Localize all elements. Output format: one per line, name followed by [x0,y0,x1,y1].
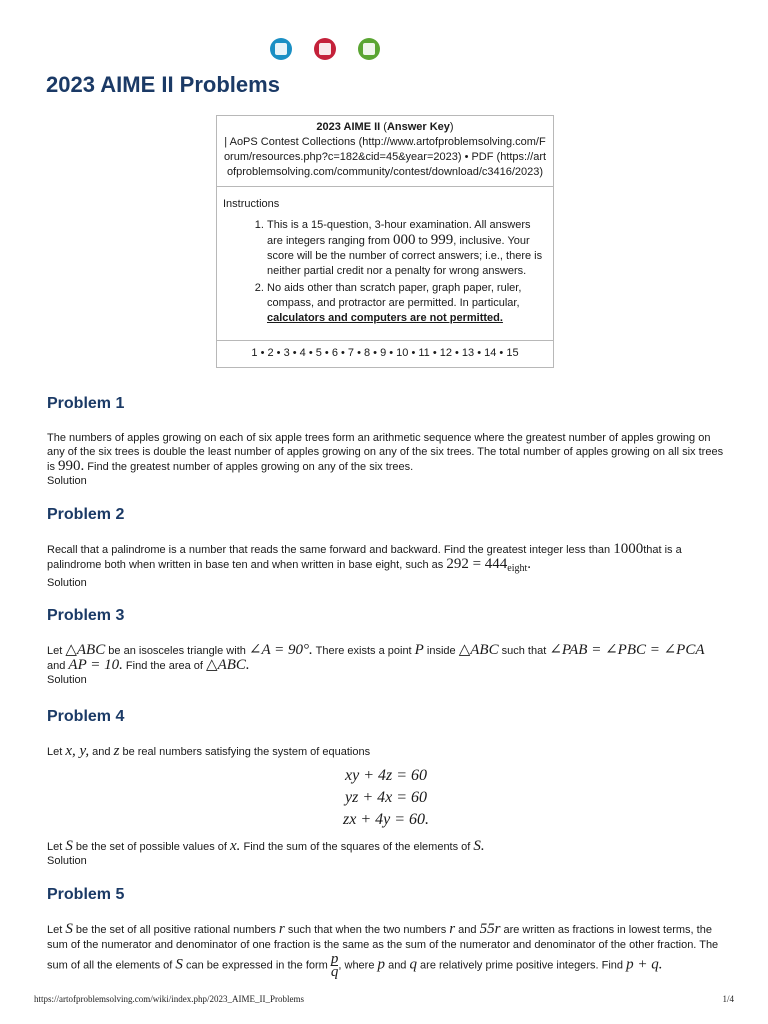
problem-2 [47,505,725,590]
green-grid-icon[interactable] [358,38,380,60]
fraction-p-over-q: $\frac{p}{q}$ [330,951,339,980]
problem-3 [47,606,725,687]
problem-1 [47,394,725,488]
problem-4-heading: Problem 4 [47,708,125,725]
solution-link[interactable]: Solution [47,475,87,487]
solution-link[interactable]: Solution [47,855,87,867]
blue-book-icon[interactable] [270,38,292,60]
problem-4-question: Let S be the set of possible values of x. Find the sum of the squares of the elements of S. [47,838,485,854]
problem-4-text: Let x, y, and z be real numbers satisfying the system of equations [47,743,371,759]
solution-link[interactable]: Solution [47,674,87,686]
problem-1-text: The numbers of apples growing on each of six apple trees form an arithmetic sequence where the greatest number of apples growing on any of the six trees is double the least number of apples growing on any of the six trees. The total number of apples growing on all six trees is 990. Find the greatest number of apples growing on any of the six trees. [47,432,724,474]
solution-link[interactable]: Solution [47,577,87,590]
print-footer [34,994,734,1004]
red-gem-icon[interactable] [314,38,336,60]
contest-infobox [216,115,554,368]
instruction-item: 1. This is a 15-question, 3-hour examination. All answers are integers ranging from 000 to 999, inclusive. Your score will be the number of correct answers; i.e., there is neither partial credit nor a penalty for wrong answers. [267,218,547,279]
problem-5-text: Let S be the set of all positive rational numbers r such that when the two numbers r and 55r are written as fractions in lowest terms, the sum of the numerator and denominator of one fraction is the same as the sum of the numerator and denominator of the other fraction. The sum of all the elements of S can be expressed in the form $\frac{p}{q}$ , where p and q are relatively prime positive integers. Find p + q. [47,921,719,980]
equation-system: xy + 4z = 60 yz + 4x = 60 zx + 4y = 60. [342,767,430,828]
answer-key-link[interactable]: Answer Key [386,121,450,133]
infobox-header: 2023 AIME II (Answer Key) | AoPS Contest Collections (http://www.artofproblemsolving.com/Forum/resources.php?c=182&cid=45&year=2023) • PDF (https://artofproblemsolving.com/community/contest/download/c3416/2023) [217,116,553,187]
problem-3-heading: Problem 3 [47,607,125,624]
problem-2-heading: Problem 2 [47,506,125,523]
footer-url: https://artofproblemsolving.com/wiki/index.php/2023_AIME_II_Problems [34,994,304,1004]
problem-4 [47,707,725,868]
site-logos [270,38,380,60]
problem-5 [47,885,725,978]
page-title: 2023 AIME II Problems [46,72,280,97]
problem-navigation[interactable]: 1 • 2 • 3 • 4 • 5 • 6 • 7 • 8 • 9 • 10 • 11 • 12 • 13 • 14 • 15 [251,347,519,359]
footer-page-number: 1/4 [722,994,734,1004]
instructions [217,187,553,341]
problem-2-text: Recall that a palindrome is a number that reads the same forward and backward. Find the greatest integer less than 1000that is a palindrome both when written in base ten and when written in base eight, such as $292 = 444_{eight}$. [47,541,682,575]
instructions-label: Instructions [223,198,280,210]
problem-3-text: Let △ABC be an isosceles triangle with ∠A = 90°. There exists a point P inside △ABC such that ∠PAB = ∠PBC = ∠PCA and AP = 10. Find the area of △ABC. [47,642,705,673]
problem-1-heading: Problem 1 [47,395,125,412]
collection-links[interactable]: | AoPS Contest Collections (http://www.artofproblemsolving.com/Forum/resources.php?c=182&cid=45&year=2023) • PDF (https://artofproblemsolving.com/community/contest/download/c3416/2023) [223,136,547,178]
infobox-title: 2023 AIME II [316,121,381,133]
instruction-item: 2. No aids other than scratch paper, graph paper, ruler, compass, and protractor are permitted. In particular, calculators and computers are not permitted. [267,281,547,326]
problem-5-heading: Problem 5 [47,886,125,903]
